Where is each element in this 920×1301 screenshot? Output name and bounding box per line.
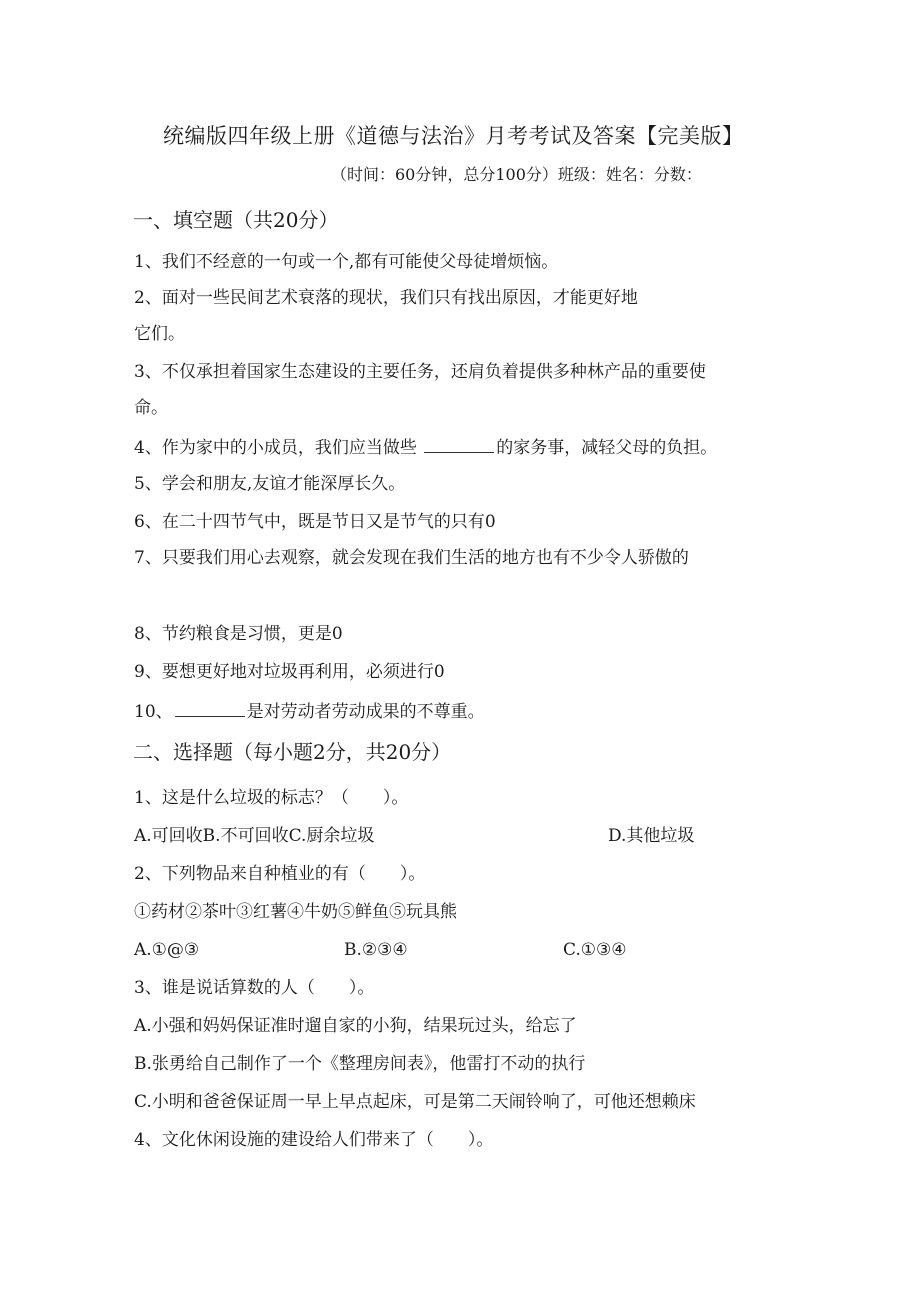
choice-question-4: 4、文化休闲设施的建设给人们带来了（ ）。: [134, 1130, 494, 1150]
question-4: [134, 438, 717, 457]
exam-info: （时间：60分钟，总分100分）班级：姓名：分数：: [331, 165, 702, 184]
choice-2-items: ①药材②茶叶③红薯④牛奶⑤鲜鱼⑤玩具熊: [134, 902, 457, 922]
question-3-line-1: 3、不仅承担着国家生态建设的主要任务，还肩负着提供多种林产品的重要使: [134, 362, 706, 382]
question-4-prefix: 4、作为家中的小成员，我们应当做些: [134, 438, 423, 458]
question-7: 7、只要我们用心去观察，就会发现在我们生活的地方也有不少令人骄傲的: [134, 548, 689, 568]
choice-3-option-a: A.小强和妈妈保证准时遛自家的小狗，结果玩过头，给忘了: [134, 1016, 577, 1036]
question-8: 8、节约粮食是习惯，更是0: [134, 624, 343, 644]
question-2-line-2: 它们。: [134, 324, 185, 344]
choice-question-3: 3、谁是说话算数的人（ ）。: [134, 978, 375, 998]
choice-3-option-c: C.小明和爸爸保证周一早上早点起床，可是第二天闹铃响了，可他还想赖床: [134, 1092, 696, 1112]
question-5: 5、学会和朋友,友谊才能深厚长久。: [134, 474, 406, 494]
question-4-suffix: 的家务事，减轻父母的负担。: [496, 438, 718, 458]
choice-3-option-b: B.张勇给自己制作了一个《整理房间表》，他雷打不动的执行: [134, 1054, 586, 1074]
document-title: 统编版四年级上册《道德与法治》月考考试及答案【完美版】: [163, 124, 744, 148]
answer-blank[interactable]: [175, 702, 245, 717]
question-10-prefix: 10、: [134, 702, 173, 722]
question-1: 1、我们不经意的一句或一个,都有可能使父母徒增烦恼。: [134, 252, 559, 272]
choice-2-option-a: A.①@③: [134, 940, 200, 960]
choice-question-2: 2、下列物品来自种植业的有（ ）。: [134, 864, 426, 884]
question-10-suffix: 是对劳动者劳动成果的不尊重。: [246, 702, 485, 722]
question-6: 6、在二十四节气中，既是节日又是节气的只有0: [134, 512, 496, 532]
choice-1-option-d: D.其他垃圾: [608, 826, 695, 846]
answer-blank[interactable]: [424, 438, 494, 453]
question-10: [134, 702, 485, 721]
choice-2-option-c: C.①③④: [563, 940, 627, 960]
choice-question-1: 1、这是什么垃圾的标志？（ ）。: [134, 788, 409, 808]
question-9: 9、要想更好地对垃圾再利用，必须进行0: [134, 662, 445, 682]
section-fill-blank-heading: 一、填空题（共20分）: [133, 208, 339, 232]
choice-1-options-abc: A.可回收B.不可回收C.厨余垃圾: [134, 826, 375, 846]
question-3-line-2: 命。: [134, 398, 168, 418]
question-2-line-1: 2、面对一些民间艺术衰落的现状，我们只有找出原因，才能更好地: [134, 288, 638, 308]
section-choice-heading: 二、选择题（每小题2分，共20分）: [133, 740, 452, 764]
choice-2-option-b: B.②③④: [344, 940, 408, 960]
